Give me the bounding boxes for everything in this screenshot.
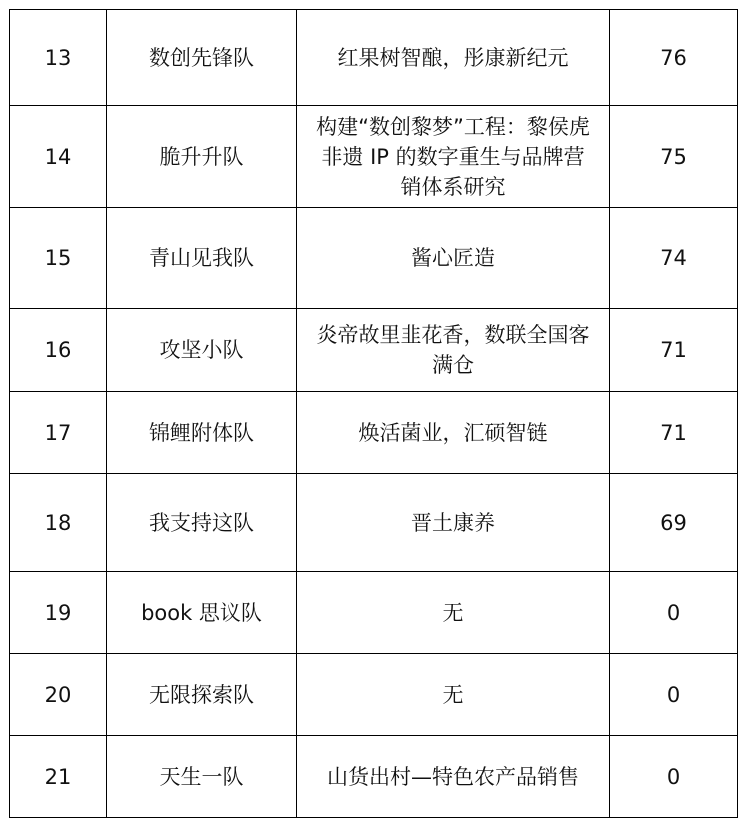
project-name: 红果树智酿，彤康新纪元 xyxy=(297,10,610,106)
table-row xyxy=(10,208,738,309)
project-name: 无 xyxy=(297,654,610,736)
team-name: 青山见我队 xyxy=(107,208,297,309)
table-row xyxy=(10,392,738,474)
table-row xyxy=(10,654,738,736)
team-name: book 思议队 xyxy=(107,572,297,654)
table-row xyxy=(10,106,738,208)
score: 76 xyxy=(610,10,738,106)
row-number: 14 xyxy=(10,106,107,208)
row-number: 18 xyxy=(10,474,107,572)
team-name: 我支持这队 xyxy=(107,474,297,572)
row-number: 15 xyxy=(10,208,107,309)
score: 69 xyxy=(610,474,738,572)
score: 71 xyxy=(610,309,738,392)
row-number: 19 xyxy=(10,572,107,654)
table-row xyxy=(10,572,738,654)
row-number: 20 xyxy=(10,654,107,736)
team-name: 无限探索队 xyxy=(107,654,297,736)
table-row xyxy=(10,309,738,392)
team-name: 锦鲤附体队 xyxy=(107,392,297,474)
score: 0 xyxy=(610,736,738,818)
table-row xyxy=(10,474,738,572)
score: 0 xyxy=(610,654,738,736)
team-name: 脆升升队 xyxy=(107,106,297,208)
score: 75 xyxy=(610,106,738,208)
score: 71 xyxy=(610,392,738,474)
project-name: 晋土康养 xyxy=(297,474,610,572)
project-name: 炎帝故里韭花香，数联全国客满仓 xyxy=(297,309,610,392)
row-number: 21 xyxy=(10,736,107,818)
project-name: 焕活菌业，汇硕智链 xyxy=(297,392,610,474)
score: 74 xyxy=(610,208,738,309)
team-name: 攻坚小队 xyxy=(107,309,297,392)
results-table xyxy=(9,9,738,818)
team-name: 天生一队 xyxy=(107,736,297,818)
team-name: 数创先锋队 xyxy=(107,10,297,106)
project-name: 酱心匠造 xyxy=(297,208,610,309)
score: 0 xyxy=(610,572,738,654)
row-number: 13 xyxy=(10,10,107,106)
project-name: 山货出村—特色农产品销售 xyxy=(297,736,610,818)
table-row xyxy=(10,736,738,818)
row-number: 17 xyxy=(10,392,107,474)
project-name: 构建“数创黎梦”工程：黎侯虎非遗 IP 的数字重生与品牌营销体系研究 xyxy=(297,106,610,208)
project-name: 无 xyxy=(297,572,610,654)
table-row xyxy=(10,10,738,106)
row-number: 16 xyxy=(10,309,107,392)
